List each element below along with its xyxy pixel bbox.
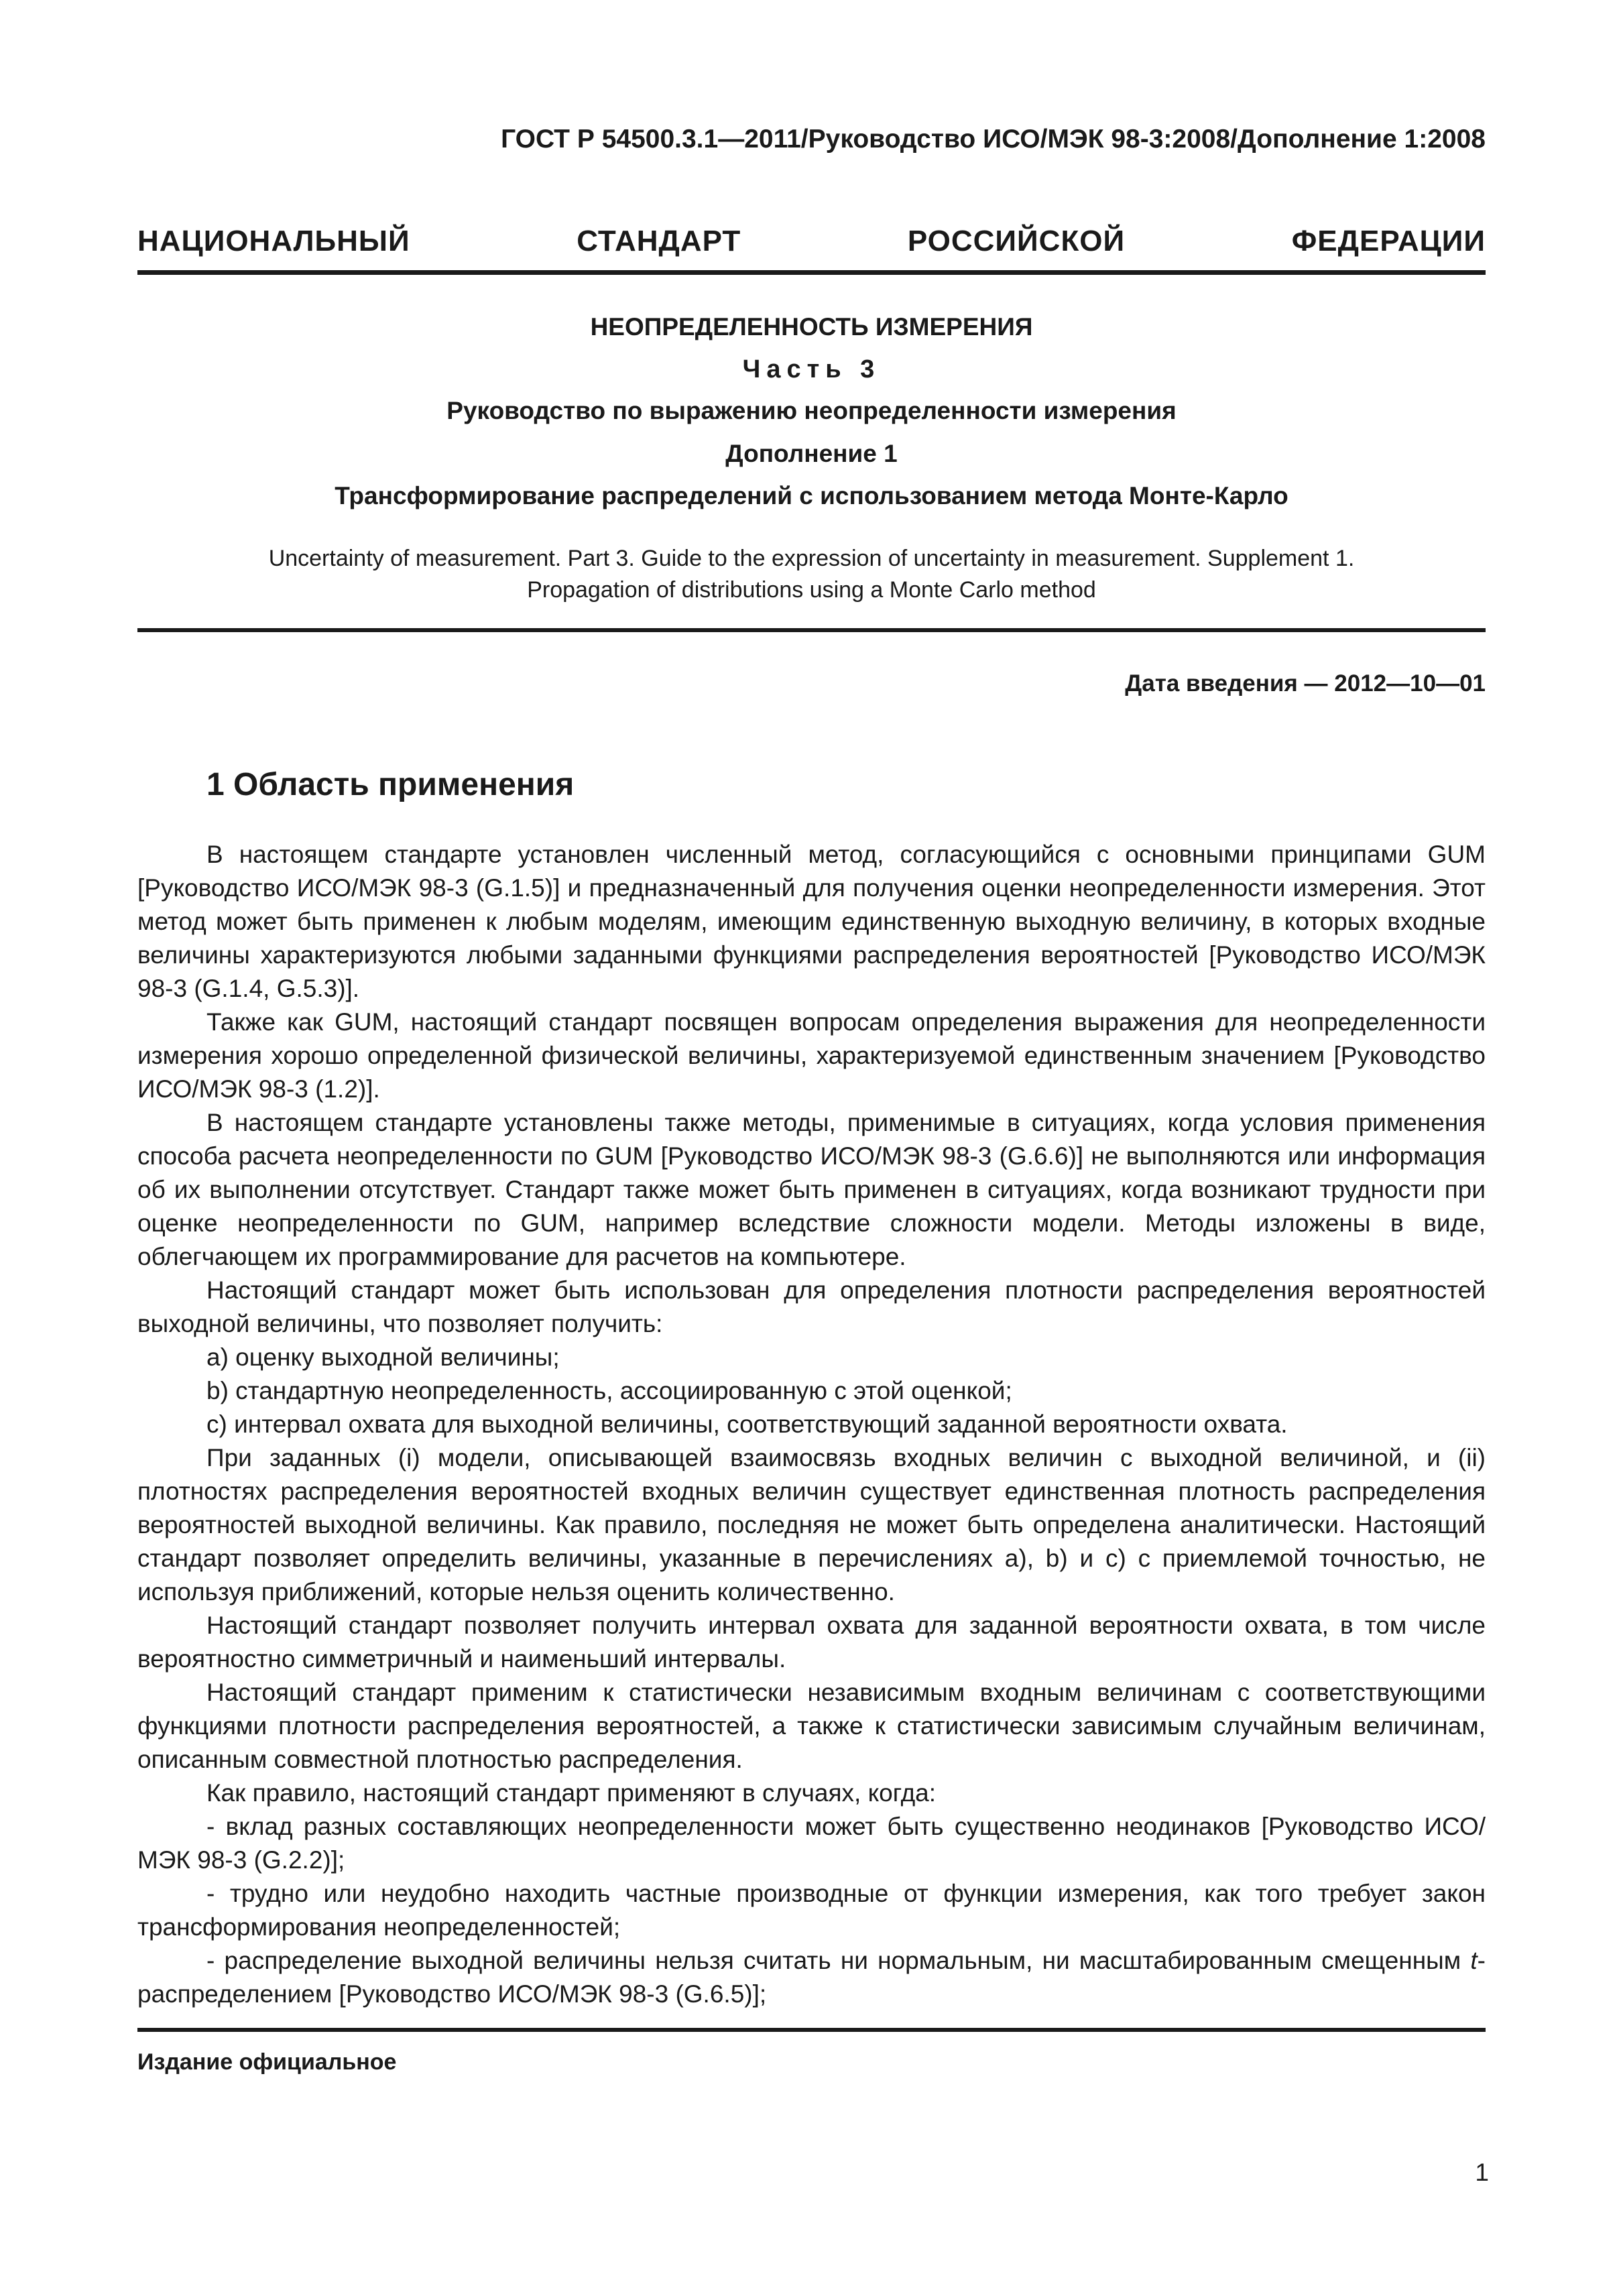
english-title-line-1: Uncertainty of measurement. Part 3. Guide to the expression of uncertainty in measurement. Supplement 1. [268,546,1355,571]
national-standard-banner: НАЦИОНАЛЬНЫЙ СТАНДАРТ РОССИЙСКОЙ ФЕДЕРАЦИИ [137,225,1486,257]
title-line-3: Руководство по выражению неопределенности измерения [446,397,1177,424]
edition-label: Издание официальное [137,2049,397,2075]
footer-rule [137,2028,1486,2032]
paragraph: Также как GUM, настоящий стандарт посвящен вопросам определения выражения для неопределенности измерения хорошо определенной физической величины, характеризуемой единственным значением [Руководство ИСО/МЭК 98-3 (1.2)]. [137,1008,1486,1103]
paragraph: Как правило, настоящий стандарт применяют в случаях, когда: [206,1779,937,1807]
section-heading: 1 Область применения [206,767,575,802]
list-item: - вклад разных составляющих неопределенности может быть существенно неодинаков [Руководство ИСО/МЭК 98-3 (G.2.2)]; [137,1813,1486,1874]
paragraph: В настоящем стандарте установлены также методы, применимые в ситуациях, когда условия применения способа расчета неопределенности по GUM [Руководство ИСО/МЭК 98-3 (G.6.6)] не выполняются или информация об их выполнении отсутствует. Стандарт также может быть применен в ситуациях, когда возникают трудности при оценке неопределенности по GUM, например вследствие сложности модели. Методы изложены в виде, облегчающем их программирование для расчетов на компьютере. [137,1109,1486,1270]
last-item-suffix: -распределением [Руководство ИСО/МЭК 98-3 (G.6.5)]; [137,1947,1486,2008]
title-supplement: Дополнение 1 [725,440,898,467]
paragraph: При заданных (i) модели, описывающей взаимосвязь входных величин с выходной величиной, и (ii) плотностях распределения вероятностей входных величин существует единственная плотность распределения вероятностей выходной величины. Как правило, последняя не может быть определена аналитически. Настоящий стандарт позволяет определить величины, указанные в перечислениях a), b) и c) с приемлемой точностью, не используя приближений, которые нельзя оценить количественно. [137,1444,1486,1606]
title-line-1: НЕОПРЕДЕЛЕННОСТЬ ИЗМЕРЕНИЯ [590,313,1033,341]
section-body [137,838,1486,2011]
list-item [137,1944,1486,2011]
introduction-date: Дата введения — 2012—10—01 [1125,670,1486,697]
paragraph: Настоящий стандарт может быть использован для определения плотности распределения вероятностей выходной величины, что позволяет получить: [137,1276,1486,1337]
last-item-prefix: - распределение выходной величины нельзя считать ни нормальным, ни масштабированным смещенным [206,1947,1471,1974]
standard-code: ГОСТ Р 54500.3.1—2011/Руководство ИСО/МЭК 98-3:2008/Дополнение 1:2008 [501,125,1486,154]
list-item: a) оценку выходной величины; [206,1343,560,1371]
paragraph: Настоящий стандарт применим к статистически независимым входным величинам с соответствующими функциями плотности распределения вероятностей, а также к статистически зависимым случайным величинам, описанным совместной плотностью распределения. [137,1679,1486,1773]
t-symbol: t [1470,1947,1478,1974]
paragraph: В настоящем стандарте установлен численный метод, согласующийся с основными принципами GUM [Руководство ИСО/МЭК 98-3 (G.1.5)] и предназначенный для получения оценки неопределенности измерения. Этот метод может быть применен к любым моделям, имеющим единственную выходную величину, в которых входные величины характеризуются любыми заданными функциями распределения вероятностей [Руководство ИСО/МЭК 98-3 (G.1.4, G.5.3)]. [137,841,1486,1002]
title-line-5: Трансформирование распределений с использованием метода Монте-Карло [335,482,1288,509]
list-item: b) стандартную неопределенность, ассоциированную с этой оценкой; [206,1377,1012,1404]
english-title-line-2: Propagation of distributions using a Monte Carlo method [527,577,1096,603]
title-bottom-rule [137,628,1486,632]
english-title [137,543,1486,606]
paragraph: Настоящий стандарт позволяет получить интервал охвата для заданной вероятности охвата, в том числе вероятностно симметричный и наименьший интервалы. [137,1612,1486,1673]
list-item: c) интервал охвата для выходной величины, соответствующий заданной вероятности охвата. [206,1410,1288,1438]
page-number: 1 [1475,2159,1489,2186]
title-part: Часть 3 [742,355,881,383]
top-rule [137,270,1486,275]
list-item: - трудно или неудобно находить частные производные от функции измерения, как того требует закон трансформирования неопределенностей; [137,1880,1486,1941]
